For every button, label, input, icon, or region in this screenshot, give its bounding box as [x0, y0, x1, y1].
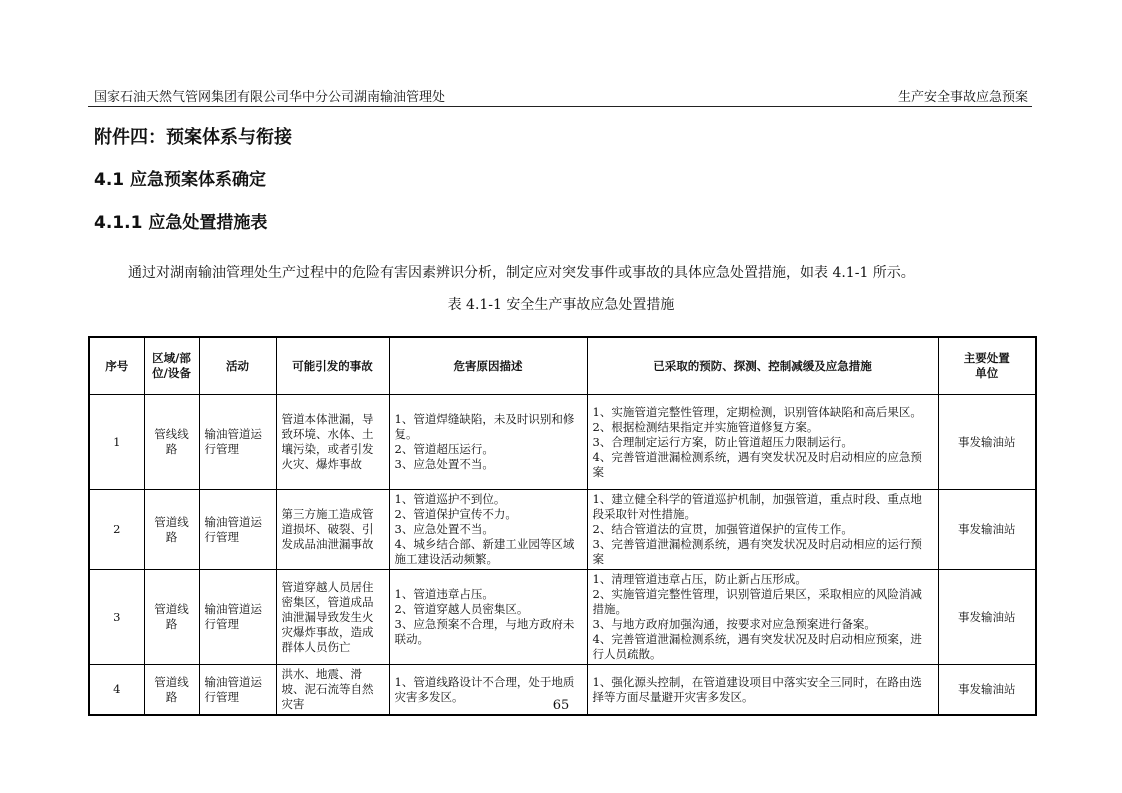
- measure-item: 4、完善管道泄漏检测系统，遇有突发状况及时启动相应的应急预案: [592, 449, 922, 479]
- cause-item: 1、管道巡护不到位。: [394, 492, 506, 506]
- cell-activity: 输油管道运行管理: [199, 395, 276, 490]
- header-cell-causes: 危害原因描述: [389, 337, 587, 395]
- measures-table: [88, 336, 1037, 716]
- measure-item: 1、建立健全科学的管道巡护机制，加强管道，重点时段、重点地段采取针对性措施。: [592, 492, 922, 521]
- header-cell-area: 区域/部 位/设备: [144, 337, 199, 395]
- cause-item: 2、管道超压运行。: [394, 442, 494, 456]
- page-header: [88, 84, 1032, 107]
- cell-area: 管道线路: [144, 570, 199, 665]
- intro-paragraph: 通过对湖南输油管理处生产过程中的危险有害因素辨识分析，制定应对突发事件或事故的具体应急处置措施，如表 4.1-1 所示。: [128, 265, 915, 281]
- cause-item: 3、应急处置不当。: [394, 457, 494, 471]
- cell-activity: 输油管道运行管理: [199, 570, 276, 665]
- cause-item: 3、应急处置不当。: [394, 522, 494, 536]
- cause-item: 1、管道违章占压。: [394, 587, 494, 601]
- cell-no: 3: [89, 570, 144, 665]
- measure-item: 1、清理管道违章占压，防止新占压形成。: [592, 572, 807, 586]
- header-cell-accident: 可能引发的事故: [276, 337, 389, 395]
- measure-item: 3、合理制定运行方案，防止管道超压力限制运行。: [592, 434, 853, 449]
- cell-activity: 输油管道运行管理: [199, 490, 276, 570]
- cell-no: 2: [89, 490, 144, 570]
- measure-item: 3、完善管道泄漏检测系统，遇有突发状况及时启动相应的运行预案: [592, 537, 922, 566]
- table-header-row: [89, 337, 1036, 395]
- measure-item: 2、结合管道法的宣贯，加强管道保护的宣传工作。: [592, 522, 853, 536]
- cell-causes: [389, 395, 587, 490]
- header-cell-measures: 已采取的预防、探测、控制减缓及应急措施: [587, 337, 938, 395]
- measure-item: 1、实施管道完整性管理，定期检测，识别管体缺陷和高后果区。: [592, 404, 922, 419]
- cell-accident: 第三方施工造成管道损坏、破裂、引发成品油泄漏事故: [276, 490, 389, 570]
- subsection-heading: 4.1.1 应急处置措施表: [94, 213, 268, 233]
- cell-causes: [389, 490, 587, 570]
- cell-unit: 事发输油站: [938, 570, 1036, 665]
- cell-accident: 管道穿越人员居住密集区，管道成品油泄漏导致发生火灾爆炸事故，造成群体人员伤亡: [276, 570, 389, 665]
- header-org-name: 国家石油天然气管网集团有限公司华中分公司湖南输油管理处: [94, 90, 446, 105]
- cell-unit: 事发输油站: [938, 490, 1036, 570]
- header-cell-activity: 活动: [199, 337, 276, 395]
- cell-causes: [389, 570, 587, 665]
- cell-unit: 事发输油站: [938, 665, 1036, 716]
- cause-item: 2、管道保护宣传不力。: [394, 507, 517, 521]
- cell-accident: 管道本体泄漏，导致环境、水体、土壤污染，或者引发火灾、爆炸事故: [276, 395, 389, 490]
- cause-item: 1、管道线路设计不合理，处于地质灾害多发区。: [394, 674, 575, 704]
- cell-no: 4: [89, 665, 144, 716]
- appendix-heading: 附件四：预案体系与衔接: [94, 127, 292, 148]
- header-cell-no: 序号: [89, 337, 144, 395]
- cell-measures: [587, 570, 938, 665]
- measure-item: 1、强化源头控制，在管道建设项目中落实安全三同时，在路由选择等方面尽量避开灾害多发区。: [592, 674, 922, 704]
- page-number: 65: [552, 698, 570, 713]
- cell-accident: 洪水、地震、滑坡、泥石流等自然灾害: [276, 665, 389, 716]
- cell-area: 管线线路: [144, 395, 199, 490]
- cell-activity: 输油管道运行管理: [199, 665, 276, 716]
- cause-item: 3、应急预案不合理，与地方政府未联动。: [394, 617, 575, 646]
- cause-item: 4、城乡结合部、新建工业园等区域施工建设活动频繁。: [394, 537, 575, 566]
- header-doc-title: 生产安全事故应急预案: [897, 90, 1028, 105]
- cell-measures: [587, 490, 938, 570]
- table-row: [89, 570, 1036, 665]
- measure-item: 2、根据检测结果指定并实施管道修复方案。: [592, 419, 819, 434]
- header-cell-unit: 主要处置 单位: [938, 337, 1036, 395]
- cause-item: 2、管道穿越人员密集区。: [394, 602, 529, 616]
- cell-no: 1: [89, 395, 144, 490]
- cell-area: 管道线路: [144, 490, 199, 570]
- section-heading: 4.1 应急预案体系确定: [94, 170, 267, 190]
- table-row: [89, 395, 1036, 490]
- cell-measures: [587, 395, 938, 490]
- cause-item: 1、管道焊缝缺陷，未及时识别和修复。: [394, 412, 575, 441]
- measure-item: 3、与地方政府加强沟通，按要求对应急预案进行备案。: [592, 617, 876, 631]
- table-caption: 表 4.1-1 安全生产事故应急处置措施: [447, 297, 675, 313]
- cell-area: 管道线路: [144, 665, 199, 716]
- measure-item: 4、完善管道泄漏检测系统，遇有突发状况及时启动相应预案，进行人员疏散。: [592, 632, 922, 661]
- cell-unit: 事发输油站: [938, 395, 1036, 490]
- measure-item: 2、实施管道完整性管理，识别管道后果区，采取相应的风险消减措施。: [592, 587, 922, 616]
- table-row: [89, 490, 1036, 570]
